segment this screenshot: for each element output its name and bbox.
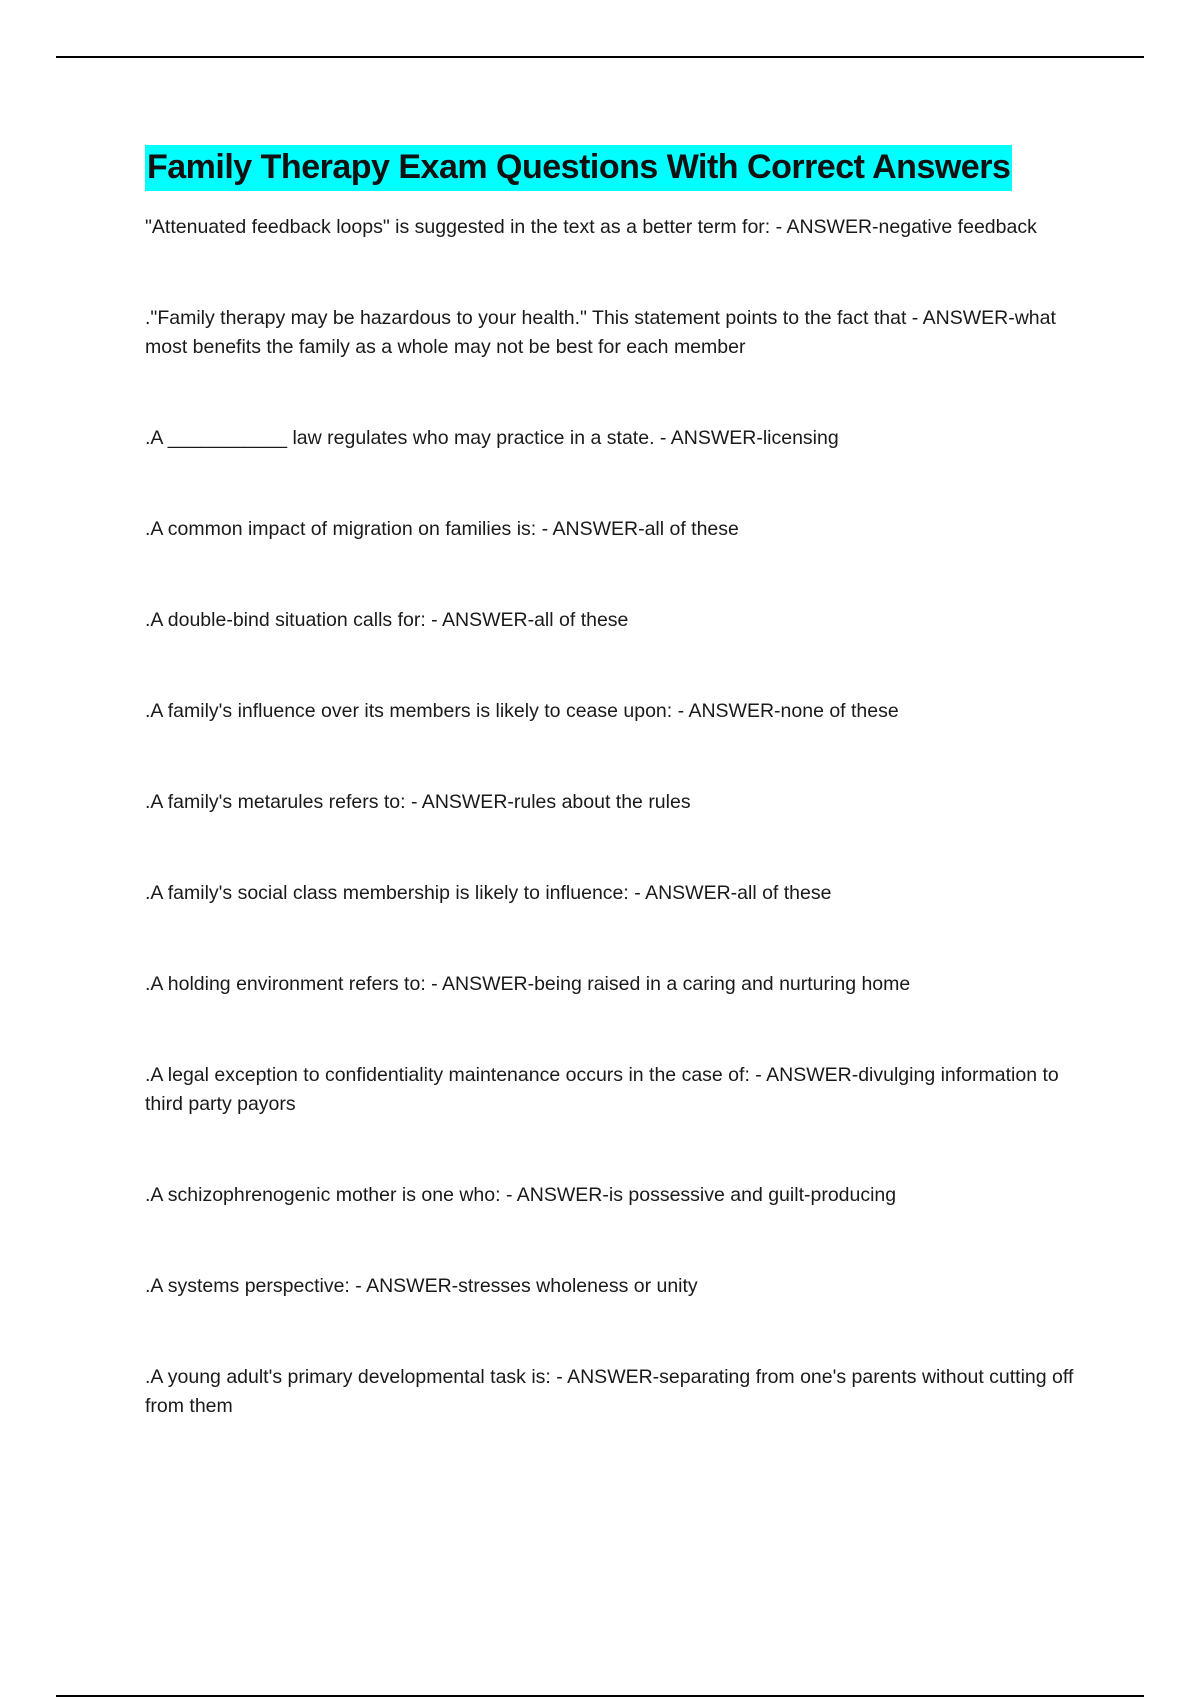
qa-item: .A family's social class membership is likely to influence: - ANSWER-all of these bbox=[145, 882, 832, 904]
top-rule bbox=[56, 56, 1144, 58]
document-content bbox=[145, 145, 1085, 1483]
qa-item: .A ___________ law regulates who may practice in a state. - ANSWER-licensing bbox=[145, 427, 839, 449]
qa-item: .A legal exception to confidentiality maintenance occurs in the case of: - ANSWER-divulging information to third party payors bbox=[145, 1064, 1059, 1115]
qa-item: .A common impact of migration on families is: - ANSWER-all of these bbox=[145, 518, 739, 540]
qa-item: .A family's influence over its members is likely to cease upon: - ANSWER-none of these bbox=[145, 700, 899, 722]
qa-item: "Attenuated feedback loops" is suggested in the text as a better term for: - ANSWER-negative feedback bbox=[145, 216, 1037, 238]
qa-item: .A young adult's primary developmental task is: - ANSWER-separating from one's parents without cutting off from them bbox=[145, 1366, 1074, 1417]
qa-item: .A schizophrenogenic mother is one who: - ANSWER-is possessive and guilt-producing bbox=[145, 1184, 897, 1206]
qa-list bbox=[145, 213, 1085, 1421]
qa-item: .A holding environment refers to: - ANSWER-being raised in a caring and nurturing home bbox=[145, 973, 911, 995]
document-title: Family Therapy Exam Questions With Correct Answers bbox=[145, 145, 1012, 191]
qa-item: .A double-bind situation calls for: - ANSWER-all of these bbox=[145, 609, 629, 631]
qa-item: .A family's metarules refers to: - ANSWER-rules about the rules bbox=[145, 791, 691, 813]
qa-item: .A systems perspective: - ANSWER-stresses wholeness or unity bbox=[145, 1275, 698, 1297]
bottom-rule bbox=[56, 1695, 1144, 1697]
qa-item: ."Family therapy may be hazardous to your health." This statement points to the fact that - ANSWER-what most benefits the family as a whole may not be best for each member bbox=[145, 307, 1056, 358]
